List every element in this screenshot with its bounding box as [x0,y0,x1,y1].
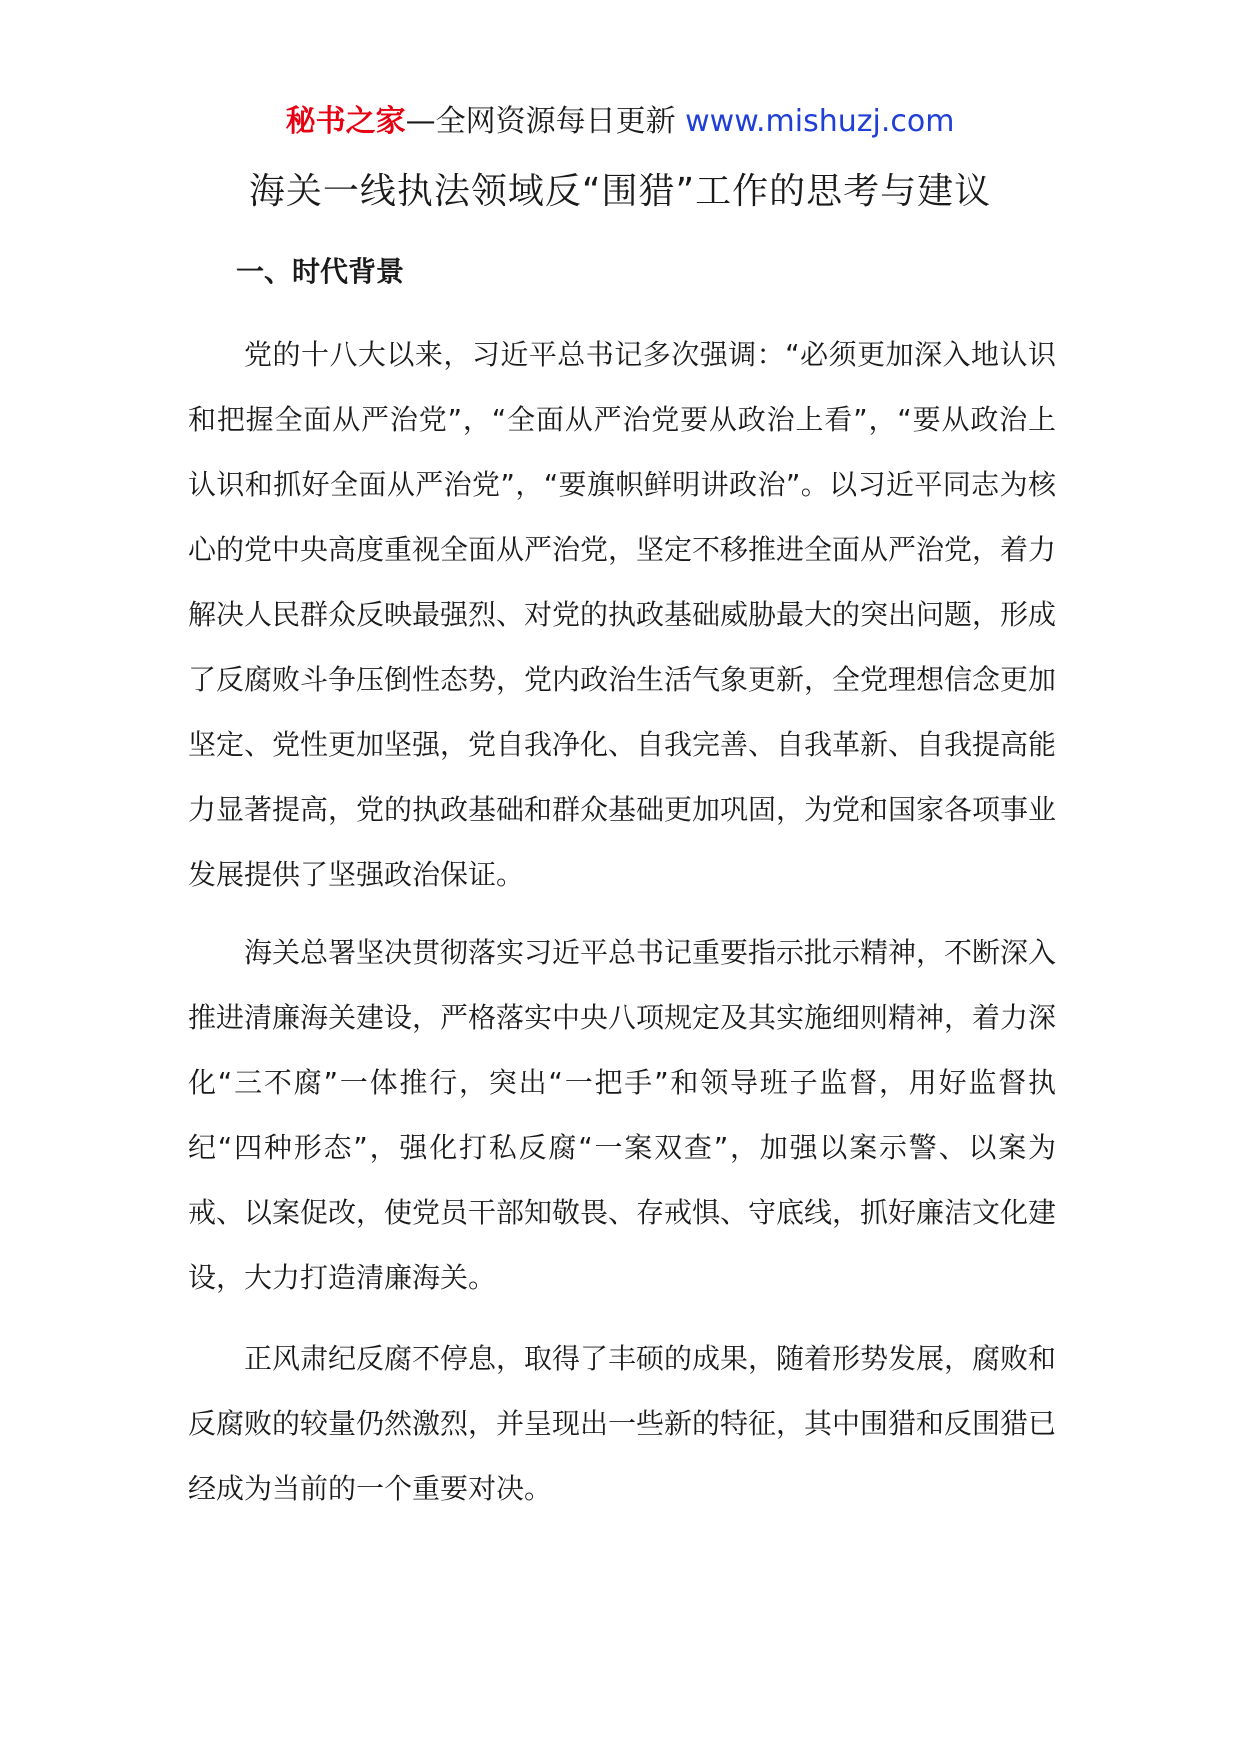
site-url-link[interactable]: www.mishuzj.com [685,104,955,139]
site-banner [0,100,1240,144]
banner-tagline: —全网资源每日更新 [405,104,686,139]
body-paragraph: 党的十八大以来，习近平总书记多次强调：“必须更加深入地认识和把握全面从严治党”，“全面从严治党要从政治上看”，“要从政治上认识和抓好全面从严治党”，“要旗帜鲜明讲政治”。以习近平同志为核心的党中央高度重视全面从严治党，坚定不移推进全面从严治党，着力解决人民群众反映最强烈、对党的执政基础威胁最大的突出问题，形成了反腐败斗争压倒性态势，党内政治生活气象更新，全党理想信念更加坚定、党性更加坚强，党自我净化、自我完善、自我革新、自我提高能力显著提高，党的执政基础和群众基础更加巩固，为党和国家各项事业发展提供了坚强政治保证。 [188,338,1057,891]
body-paragraph: 正风肃纪反腐不停息，取得了丰硕的成果，随着形势发展，腐败和反腐败的较量仍然激烈，并呈现出一些新的特征，其中围猎和反围猎已经成为当前的一个重要对决。 [188,1342,1057,1505]
section-heading: 一、时代背景 [236,255,405,288]
brand-name: 秘书之家 [285,104,406,139]
body-paragraph: 海关总署坚决贯彻落实习近平总书记重要指示批示精神，不断深入推进清廉海关建设，严格落实中央八项规定及其实施细则精神，着力深化“三不腐”一体推行，突出“一把手”和领导班子监督，用好监督执纪“四种形态”，强化打私反腐“一案双查”，加强以案示警、以案为戒、以案促改，使党员干部知敬畏、存戒惧、守底线，抓好廉洁文化建设，大力打造清廉海关。 [188,936,1057,1294]
document-title: 海关一线执法领域反“围猎”工作的思考与建议 [248,171,992,212]
